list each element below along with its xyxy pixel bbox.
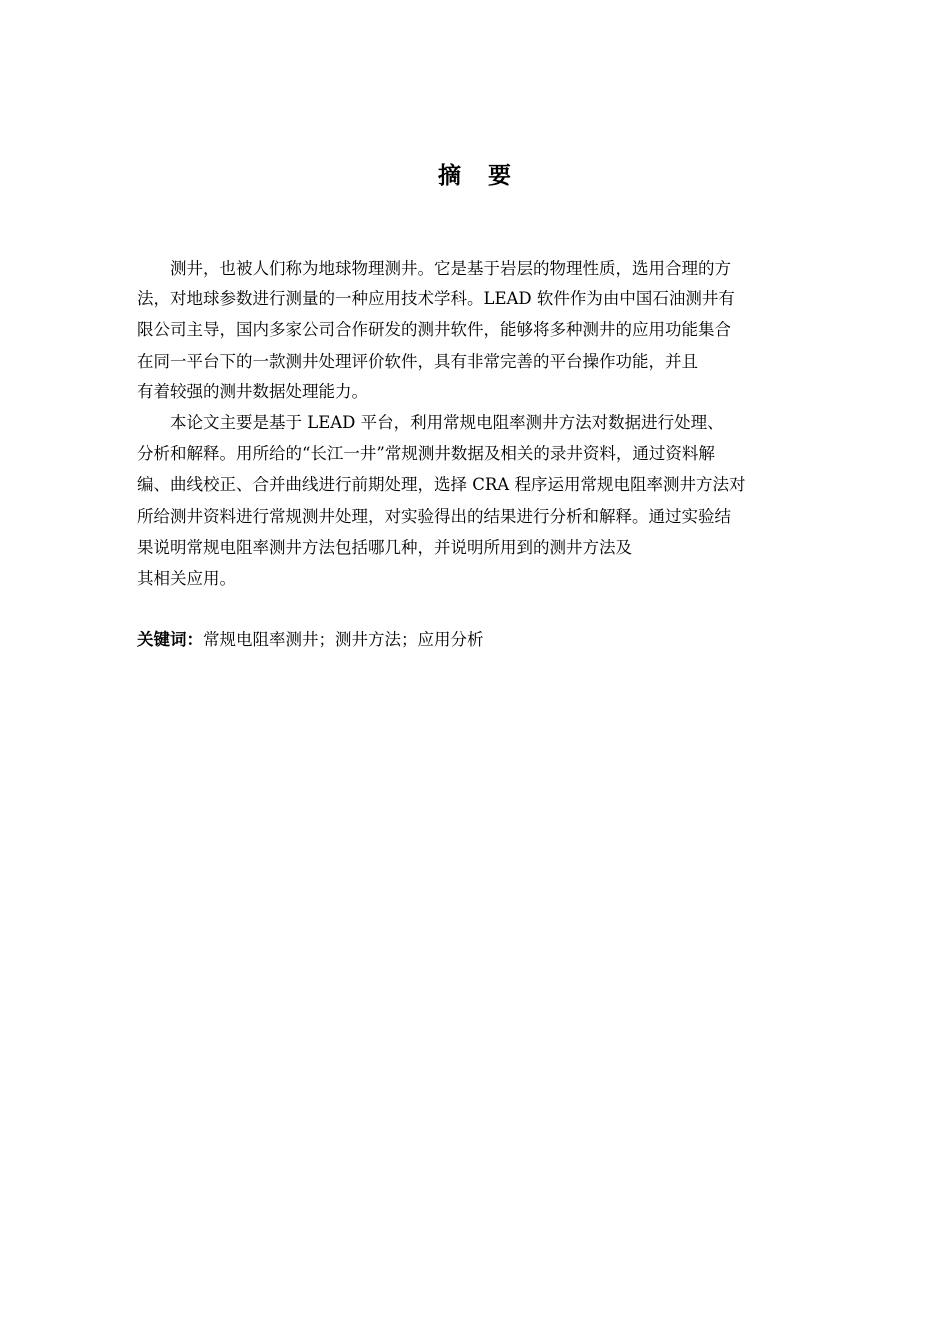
paragraph1-line: 法，对地球参数进行测量的一种应用技术学科。LEAD 软件作为由中国石油测井有 [137, 289, 735, 308]
abstract-title-part1: 摘 [438, 162, 462, 189]
paragraph2-line: 所给测井资料进行常规测井处理，对实验得出的结果进行分析和解释。通过实验结 [137, 507, 731, 526]
paragraph2-line: 分析和解释。用所给的“长江一井”常规测井数据及相关的录井资料，通过资料解 [137, 444, 715, 463]
paragraph2-line: 其相关应用。 [137, 569, 236, 588]
keywords-value: 常规电阻率测井；测井方法；应用分析 [203, 630, 484, 649]
paragraph1-line: 测井，也被人们称为地球物理测井。它是基于岩层的物理性质，选用合理的方 [137, 259, 731, 278]
paragraph2-line: 本论文主要是基于 LEAD 平台，利用常规电阻率测井方法对数据进行处理、 [137, 413, 724, 432]
paragraph1-line: 有着较强的测井数据处理能力。 [137, 382, 368, 401]
abstract-title-part2: 要 [488, 162, 512, 189]
abstract-title [0, 160, 950, 192]
paragraph1-line: 在同一平台下的一款测井处理评价软件，具有非常完善的平台操作功能，并且 [137, 352, 698, 371]
paragraph1-line: 限公司主导，国内多家公司合作研发的测井软件，能够将多种测井的应用功能集合 [137, 320, 731, 339]
keywords-line [137, 630, 484, 650]
paragraph2-line: 编、曲线校正、合并曲线进行前期处理，选择 CRA 程序运用常规电阻率测井方法对 [137, 475, 746, 494]
paragraph2-line: 果说明常规电阻率测井方法包括哪几种，并说明所用到的测井方法及 [137, 538, 632, 557]
keywords-label: 关键词： [137, 630, 203, 649]
